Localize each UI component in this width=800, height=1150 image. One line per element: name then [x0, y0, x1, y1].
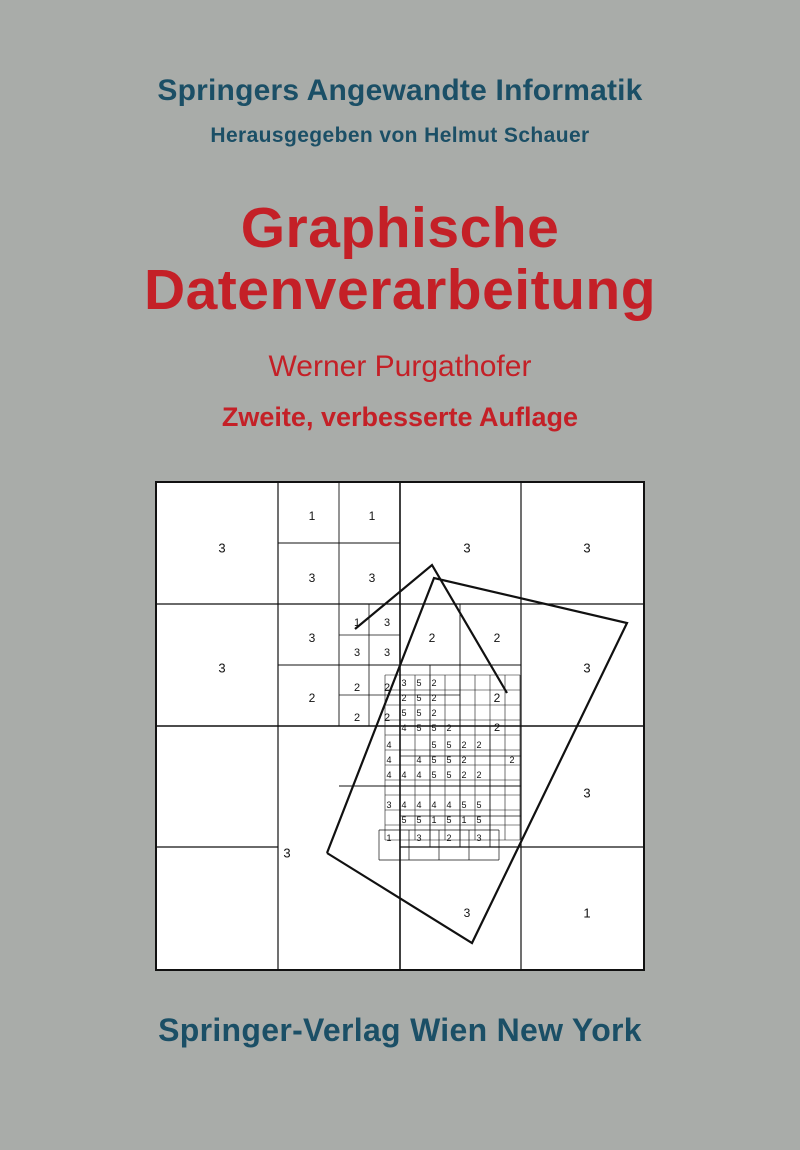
- cell-label: 5: [431, 723, 437, 733]
- cell-label: 1: [461, 815, 467, 825]
- triangle-outline: [327, 578, 627, 943]
- title-line-1: Graphische: [240, 196, 560, 260]
- edition-statement: Zweite, verbesserte Auflage: [221, 402, 579, 432]
- cell-label: 4: [416, 755, 422, 765]
- cell-label: 5: [431, 740, 437, 750]
- publisher-name: Springer-Verlag Wien New York: [158, 1012, 642, 1048]
- cell-label: 2: [461, 770, 467, 780]
- cell-label: 2: [446, 833, 452, 843]
- cell-label: 3: [283, 845, 291, 861]
- cell-label: 4: [446, 800, 452, 810]
- cell-label: 3: [218, 660, 226, 676]
- title-line-2: Datenverarbeitung: [143, 257, 657, 322]
- cell-label: 2: [383, 682, 391, 694]
- cell-label: 3: [353, 647, 361, 659]
- cell-label: 2: [401, 693, 407, 703]
- cell-label: 2: [493, 631, 501, 645]
- cell-label: 3: [463, 906, 471, 920]
- cell-label: 2: [428, 631, 436, 645]
- cell-label: 3: [583, 785, 591, 801]
- cell-label: 3: [583, 540, 591, 556]
- cover-figure: [155, 481, 645, 971]
- series-title: Springers Angewandte Informatik: [157, 74, 643, 107]
- cell-label: 2: [308, 691, 316, 705]
- cell-label: 1: [583, 905, 591, 921]
- cell-label: 2: [353, 682, 361, 694]
- cell-label: 5: [446, 740, 452, 750]
- cell-label: 5: [401, 815, 407, 825]
- cell-label: 5: [476, 800, 482, 810]
- cell-label: 1: [368, 509, 376, 523]
- cell-label: 2: [431, 678, 437, 688]
- cell-label: 2: [476, 770, 482, 780]
- cell-label: 3: [218, 540, 226, 556]
- quadtree-figure-svg: [157, 483, 643, 969]
- cell-label: 3: [476, 833, 482, 843]
- cell-label: 5: [461, 800, 467, 810]
- cell-label: 5: [401, 708, 407, 718]
- cell-label: 2: [493, 722, 501, 734]
- cell-label: 3: [386, 800, 392, 810]
- cell-label: 1: [431, 815, 437, 825]
- cell-label: 3: [463, 540, 471, 556]
- cell-label: 1: [386, 833, 392, 843]
- cell-label: 3: [383, 647, 391, 659]
- cell-label: 2: [493, 691, 501, 705]
- cell-label: 2: [461, 755, 467, 765]
- cell-label: 4: [416, 800, 422, 810]
- cell-label: 3: [308, 571, 316, 585]
- cell-label: 4: [416, 770, 422, 780]
- cell-label: 2: [476, 740, 482, 750]
- cell-label: 5: [416, 708, 422, 718]
- cell-label: 2: [383, 712, 391, 724]
- cell-label: 5: [431, 755, 437, 765]
- cell-label: 1: [308, 509, 316, 523]
- cell-label: 4: [431, 800, 437, 810]
- cell-label: 5: [446, 815, 452, 825]
- cell-label: 4: [386, 755, 392, 765]
- cell-label: 2: [353, 712, 361, 724]
- cell-label: 2: [431, 693, 437, 703]
- cell-label: 2: [431, 708, 437, 718]
- cell-label: 2: [461, 740, 467, 750]
- cell-label: 1: [353, 617, 361, 629]
- cell-label: 5: [416, 815, 422, 825]
- cell-label: 3: [416, 833, 422, 843]
- cell-label: 4: [386, 770, 392, 780]
- cell-label: 3: [308, 631, 316, 645]
- cell-label: 5: [476, 815, 482, 825]
- cell-label: 5: [416, 678, 422, 688]
- cell-label: 3: [368, 571, 376, 585]
- page-title: [0, 198, 800, 321]
- author-name: Werner Purgathofer: [268, 350, 532, 383]
- cell-label: 4: [401, 770, 407, 780]
- cell-label: 5: [416, 723, 422, 733]
- cell-label: 4: [401, 800, 407, 810]
- cell-label: 3: [401, 678, 407, 688]
- cell-label: 5: [446, 755, 452, 765]
- cell-label: 4: [386, 740, 392, 750]
- cell-label: 5: [416, 693, 422, 703]
- cell-label: 3: [383, 617, 391, 629]
- series-editor: Herausgegeben von Helmut Schauer: [210, 124, 590, 147]
- cell-label: 5: [446, 770, 452, 780]
- cell-label: 2: [446, 723, 452, 733]
- cell-label: 4: [401, 723, 407, 733]
- cell-label: 2: [509, 755, 515, 765]
- cell-label: 5: [431, 770, 437, 780]
- cell-label: 3: [583, 660, 591, 676]
